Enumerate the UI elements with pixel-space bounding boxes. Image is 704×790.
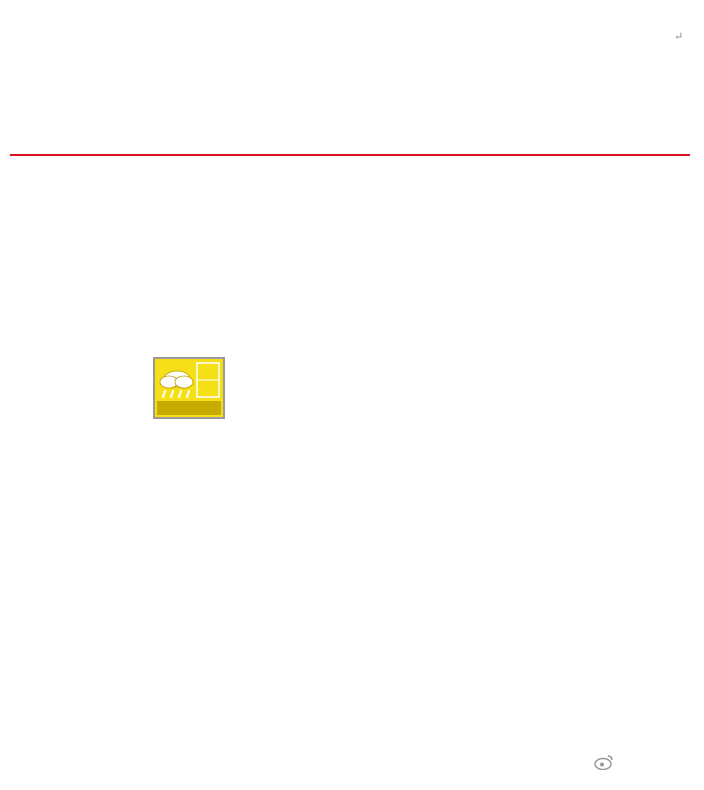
weibo-icon [594,754,614,776]
rainstorm-yellow-icon [153,357,225,419]
red-divider [10,154,690,156]
paragraph-mark-icon: ↵ [674,30,684,43]
watermark [594,754,617,776]
